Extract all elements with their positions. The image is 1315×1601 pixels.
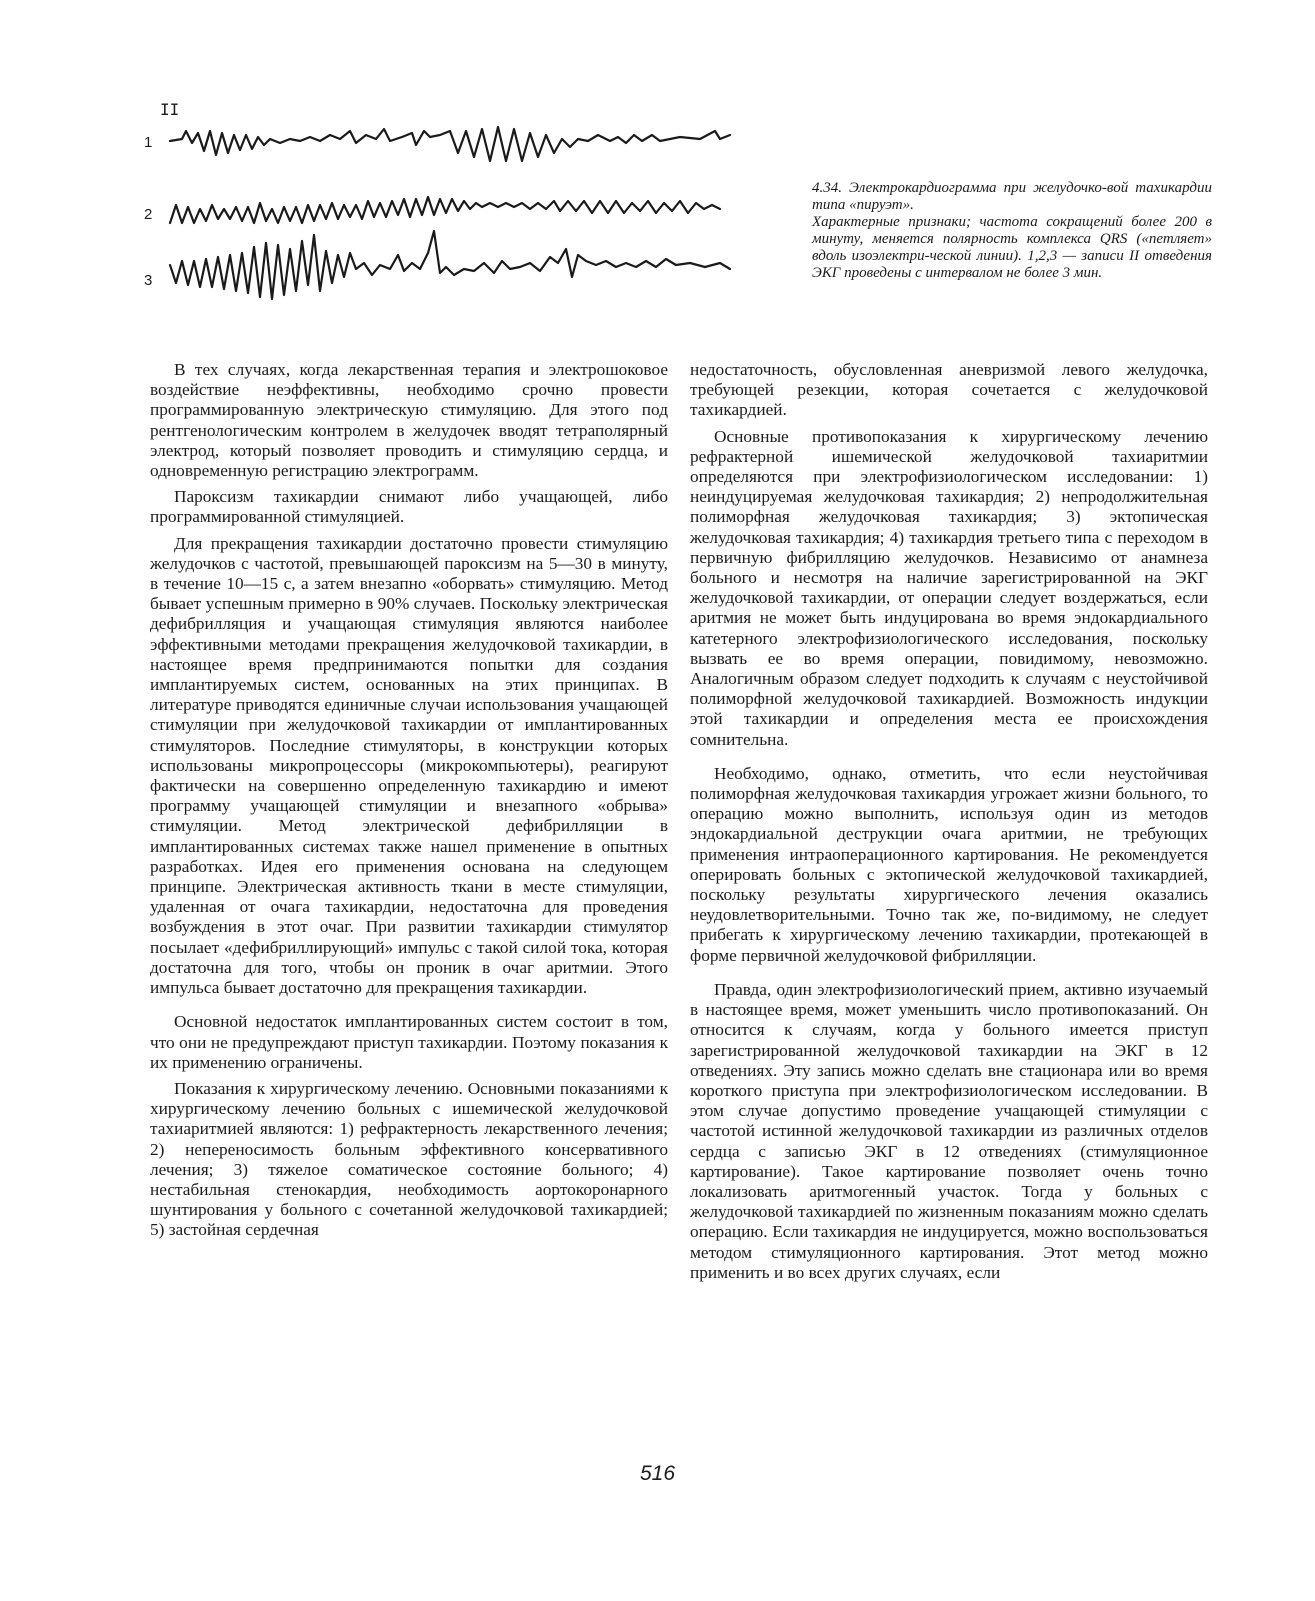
left-column [150,360,668,1247]
paragraph: недостаточность, обусловленная аневризмой левого желудочка, требующей резекции, которая сочетается с желудочковой тахикардией. [690,360,1208,420]
ecg-traces [140,95,780,335]
paragraph: Правда, один электрофизиологический прием, активно изучаемый в настоящее время, может уменьшить число противопоказаний. Он относится к случаям, когда у больного имеется приступ зарегистрированной желудочковой тахикардии на ЭКГ в 12 отведениях. Эту запись можно сделать вне стационара или во время короткого приступа при электрофизиологическом исследовании. В этом случае допустимо проведение учащающей стимуляции с частотой истинной желудочковой тахикардии из различных отделов сердца с записью ЭКГ в 12 отведениях (стимуляционное картирование). Такое картирование позволяет очень точно локализовать аритмогенный участок. Тогда у больных с желудочковой тахикардией по жизненным показаниям можно сделать операцию. Если тахикардия не индуцируется, можно воспользоваться методом стимуляционного картирования. Этот метод можно применить и во всех других случаях, если [690,979,1208,1282]
caption-title: 4.34. Электрокардиограмма при желудочко-вой тахикардии типа «пируэт». [812,180,1212,213]
figure-caption [812,180,1212,282]
paragraph: Необходимо, однако, отметить, что если неустойчивая полиморфная желудочковая тахикардия угрожает жизни больного, то операцию можно выполнить, используя один из методов эндокардиальной деструкции очага аритмии, не требующих применения интраоперационного картирования. Не рекомендуется оперировать больных с эктопической желудочковой тахикардией, поскольку результаты хирургического лечения оказались неудовлетворительными. Точно так же, по-видимому, не следует прибегать к хирургическому лечению тахикардии, протекающей в форме первичной желудочковой фибрилляции. [690,763,1208,965]
caption-body: Характерные признаки; частота сокращений более 200 в минуту, меняется полярность комплекса QRS («петляет» вдоль изоэлектри-ческой линии). 1,2,3 — записи II отведения ЭКГ проведены с интервалом не более 3 мин. [812,214,1212,281]
ecg-trace-1 [170,127,730,161]
right-column [690,360,1208,1289]
paragraph: Пароксизм тахикардии снимают либо учащающей, либо программированной стимуляцией. [150,487,668,527]
paragraph: Показания к хирургическому лечению. Основными показаниями к хирургическому лечению больных с ишемической желудочковой тахиаритмией являются: 1) рефрактерность лекарственного лечения; 2) непереносимость больным эффективного консервативного лечения; 3) тяжелое соматическое состояние больного; 4) нестабильная стенокардия, необходимость аортокоронарного шунтирования у больного с сочетанной желудочковой тахикардией; 5) застойная сердечная [150,1078,668,1240]
trace-row-number: 2 [144,206,153,223]
paragraph: Для прекращения тахикардии достаточно провести стимуляцию желудочков с частотой, превышающей пароксизм на 5—30 в минуту, в течение 10—15 с, а затем внезапно «оборвать» стимуляцию. Метод бывает успешным примерно в 90% случаев. Поскольку электрическая дефибрилляция и учащающая стимуляция являются наиболее эффективными методами прекращения желудочковой тахикардии, в настоящее время предпринимаются попытки для создания имплантируемых систем, основанных на этих принципах. В литературе приводятся единичные случаи использования учащающей стимуляции при желудочковой тахикардии от имплантированных стимуляторов. Последние стимуляторы, в конструкции которых использованы микропроцессоры (микрокомпьютеры), реагируют фактически на совершенно определенную тахикардию и имеют программу учащающей стимуляции и внезапного «обрыва» стимуляции. Метод электрической дефибрилляции в имплантированных системах также нашел применение в опытных разработках. Идея его применения основана на следующем принципе. Электрическая активность ткани в месте стимуляции, удаленная от очага тахикардии, недостаточна для проведения возбуждения в этот очаг. При развитии тахикардии стимулятор посылает «дефибриллирующий» импульс с такой силой тока, которая достаточна для того, чтобы он проник в очаг аритмии. Этого импульса бывает достаточно для прекращения тахикардии. [150,533,668,998]
paragraph: В тех случаях, когда лекарственная терапия и электрошоковое воздействие неэффективны, необходимо срочно провести программированную электрическую стимуляцию. Для этого под рентгенологическим контролем в желудочек вводят тетраполярный электрод, который позволяет проводить и стимуляцию сердца, и одновременную регистрацию электрограмм. [150,360,668,481]
ecg-trace-2 [170,197,720,223]
ecg-figure [140,95,780,335]
paragraph: Основные противопоказания к хирургическому лечению рефрактерной ишемической желудочковой тахиаритмии определяются при электрофизиологическом исследовании: 1) неиндуцируемая желудочковая тахикардия; 2) непродолжительная полиморфная желудочковая тахикардия; 3) эктопическая желудочковая тахикардия; 4) тахикардия третьего типа с переходом в первичную фибрилляцию желудочков. Независимо от анамнеза больного и несмотря на наличие зарегистрированной на ЭКГ желудочковой тахикардии, от операции следует воздержаться, если аритмия не может быть индуцирована во время эндокардиального катетерного электрофизиологического исследования, поскольку вызвать ее во время операции, повидимому, невозможно. Аналогичным образом следует подходить к случаям с неустойчивой полиморфной желудочковой тахикардией. Возможность индукции этой тахикардии и определения места ее происхождения сомнительна. [690,426,1208,749]
trace-row-number: 3 [144,272,153,289]
page-number: 516 [639,1462,676,1485]
paragraph: Основной недостаток имплантированных систем состоит в том, что они не предупреждают приступ тахикардии. Поэтому показания к их применению ограничены. [150,1012,668,1072]
trace-row-number: 1 [144,134,153,151]
ecg-trace-3 [170,231,730,299]
lead-label: II [160,100,180,119]
